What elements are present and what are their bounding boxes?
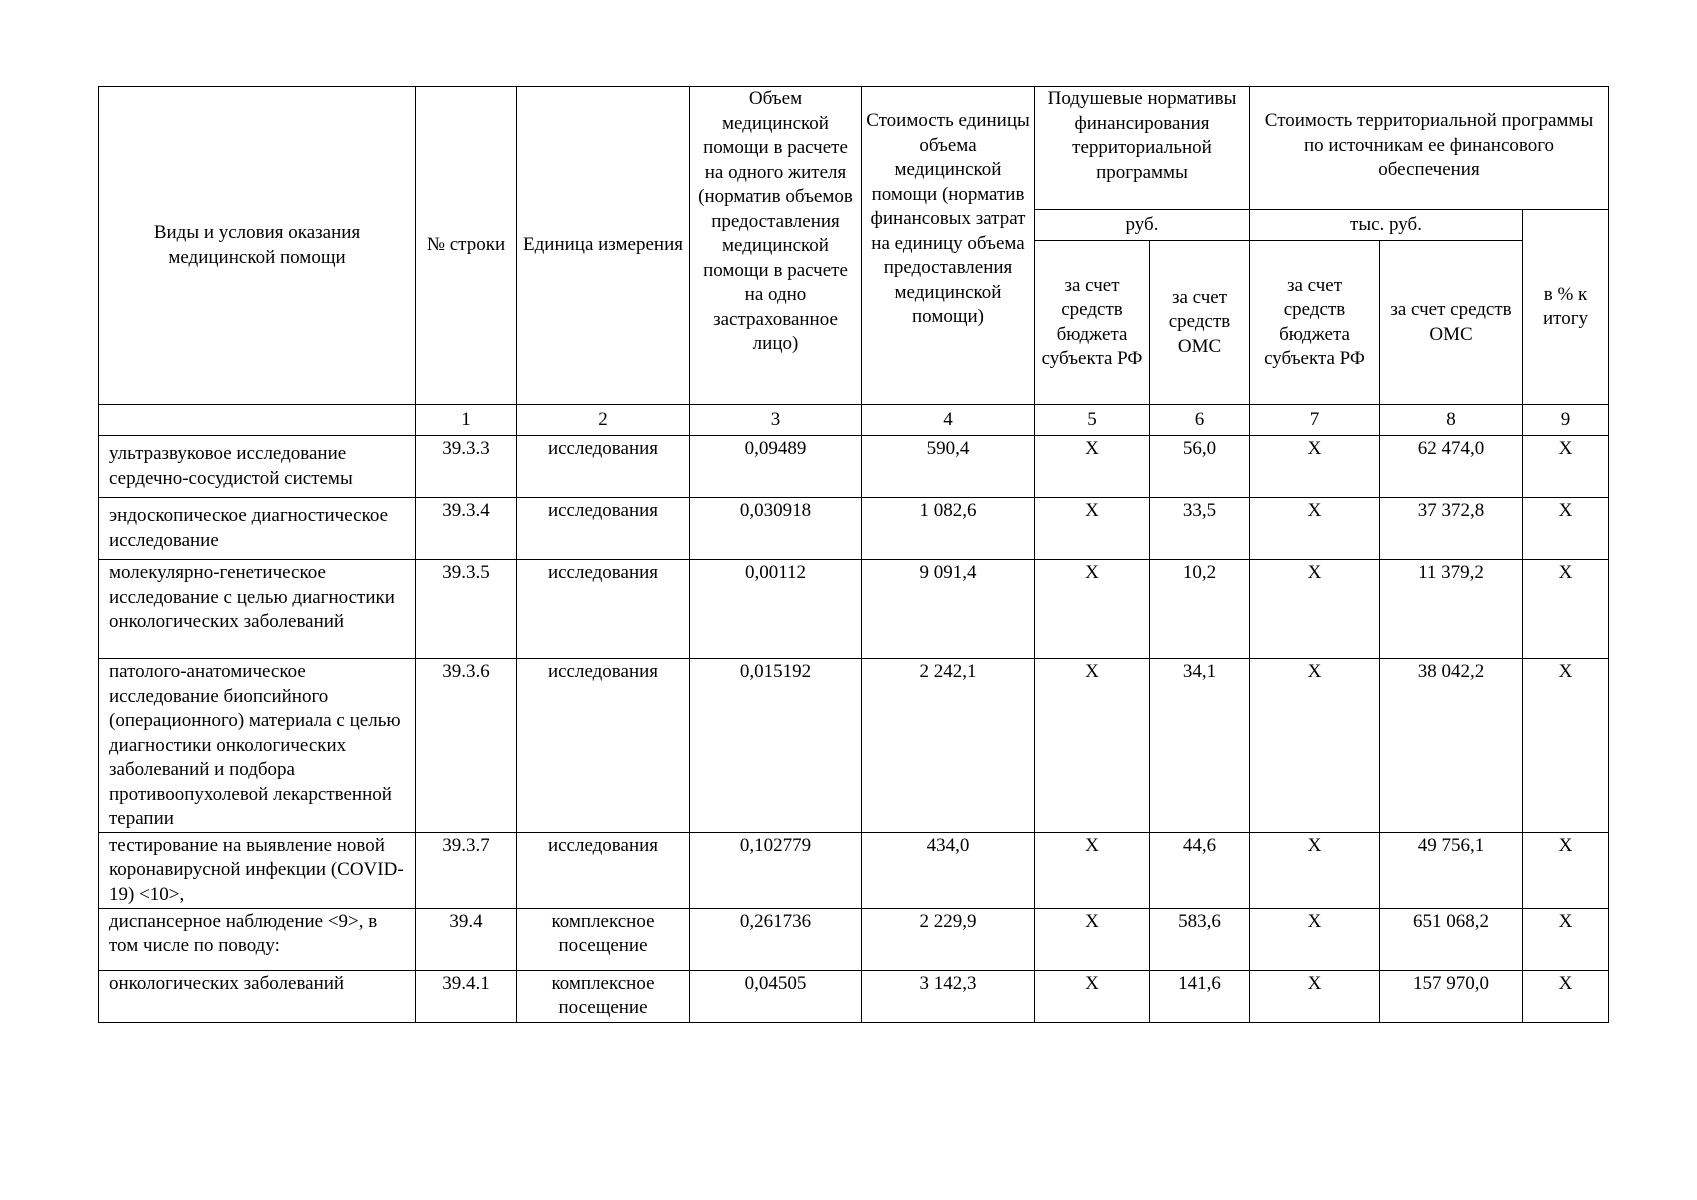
document-page (98, 86, 1608, 1023)
cell-line: 39.3.3 (416, 436, 517, 498)
cell-unit: исследования (517, 436, 690, 498)
cell-c5: Х (1035, 908, 1150, 970)
cell-c9: Х (1523, 908, 1609, 970)
cell-cost: 2 229,9 (862, 908, 1035, 970)
column-number-empty (99, 405, 416, 436)
column-number: 7 (1250, 405, 1380, 436)
header-per-capita: Подушевые нормативы финансирования территориальной программы (1035, 87, 1250, 210)
cell-c6: 583,6 (1150, 908, 1250, 970)
header-volume: Объем медицинской помощи в расчете на одного жителя (норматив объемов предоставления медицинской помощи в расчете на одно застрахованное лицо) (690, 87, 862, 405)
cell-volume: 0,09489 (690, 436, 862, 498)
table-row (99, 659, 1609, 833)
column-number: 4 (862, 405, 1035, 436)
cell-c9: Х (1523, 659, 1609, 833)
cell-c5: Х (1035, 832, 1150, 908)
cell-c7: Х (1250, 970, 1380, 1022)
cell-unit: исследования (517, 498, 690, 560)
cell-line: 39.3.6 (416, 659, 517, 833)
cell-c7: Х (1250, 436, 1380, 498)
cell-line: 39.3.5 (416, 560, 517, 659)
cell-name: молекулярно-генетическое исследование с целью диагностики онкологических заболеваний (99, 560, 416, 659)
cell-unit: комплексное посещение (517, 970, 690, 1022)
header-unit: Единица измерения (517, 87, 690, 405)
cell-c8: 157 970,0 (1380, 970, 1523, 1022)
column-number: 9 (1523, 405, 1609, 436)
cell-c9: Х (1523, 498, 1609, 560)
header-thous-rub: тыс. руб. (1250, 210, 1523, 241)
cell-c7: Х (1250, 498, 1380, 560)
cell-c7: Х (1250, 908, 1380, 970)
cell-c5: Х (1035, 659, 1150, 833)
cell-c5: Х (1035, 560, 1150, 659)
cell-line: 39.3.4 (416, 498, 517, 560)
cell-volume: 0,102779 (690, 832, 862, 908)
header-oms-2: за счет средств ОМС (1380, 241, 1523, 405)
cell-name: патолого-анатомическое исследование биопсийного (операционного) материала с целью диагностики онкологических заболеваний и подбора противоопухолевой лекарственной терапии (99, 659, 416, 833)
header-percent: в % к итогу (1523, 210, 1609, 405)
table-row (99, 832, 1609, 908)
cell-volume: 0,04505 (690, 970, 862, 1022)
header-rub: руб. (1035, 210, 1250, 241)
header-budget-rf-1: за счет средств бюджета субъекта РФ (1035, 241, 1150, 405)
cell-cost: 434,0 (862, 832, 1035, 908)
header-row-no: № строки (416, 87, 517, 405)
cell-line: 39.4.1 (416, 970, 517, 1022)
cell-c6: 33,5 (1150, 498, 1250, 560)
column-number: 8 (1380, 405, 1523, 436)
cell-c6: 34,1 (1150, 659, 1250, 833)
cell-unit: комплексное посещение (517, 908, 690, 970)
cell-c8: 38 042,2 (1380, 659, 1523, 833)
financing-table (98, 86, 1609, 1023)
cell-c7: Х (1250, 659, 1380, 833)
cell-c6: 10,2 (1150, 560, 1250, 659)
column-number-row (99, 405, 1609, 436)
table-row (99, 498, 1609, 560)
cell-name: ультразвуковое исследование сердечно-сосудистой системы (99, 436, 416, 498)
cell-c7: Х (1250, 832, 1380, 908)
cell-c8: 49 756,1 (1380, 832, 1523, 908)
cell-cost: 2 242,1 (862, 659, 1035, 833)
table-row (99, 436, 1609, 498)
table-body (99, 436, 1609, 1023)
cell-c9: Х (1523, 832, 1609, 908)
cell-c5: Х (1035, 498, 1150, 560)
cell-c8: 11 379,2 (1380, 560, 1523, 659)
table-row (99, 560, 1609, 659)
cell-cost: 3 142,3 (862, 970, 1035, 1022)
cell-name: эндоскопическое диагностическое исследование (99, 498, 416, 560)
header-budget-rf-2: за счет средств бюджета субъекта РФ (1250, 241, 1380, 405)
cell-c6: 44,6 (1150, 832, 1250, 908)
table-row (99, 970, 1609, 1022)
cell-cost: 1 082,6 (862, 498, 1035, 560)
cell-c8: 62 474,0 (1380, 436, 1523, 498)
cell-unit: исследования (517, 659, 690, 833)
cell-unit: исследования (517, 560, 690, 659)
header-oms-1: за счет средств ОМС (1150, 241, 1250, 405)
cell-unit: исследования (517, 832, 690, 908)
cell-volume: 0,261736 (690, 908, 862, 970)
cell-cost: 9 091,4 (862, 560, 1035, 659)
cell-name: тестирование на выявление новой коронавирусной инфекции (COVID-19) <10>, (99, 832, 416, 908)
header-program-cost: Стоимость территориальной программы по источникам ее финансового обеспечения (1250, 87, 1609, 210)
cell-c5: Х (1035, 970, 1150, 1022)
column-number: 3 (690, 405, 862, 436)
cell-c9: Х (1523, 436, 1609, 498)
cell-c9: Х (1523, 970, 1609, 1022)
cell-volume: 0,00112 (690, 560, 862, 659)
table-header (99, 87, 1609, 436)
cell-c9: Х (1523, 560, 1609, 659)
cell-c8: 37 372,8 (1380, 498, 1523, 560)
cell-c8: 651 068,2 (1380, 908, 1523, 970)
cell-cost: 590,4 (862, 436, 1035, 498)
cell-c5: Х (1035, 436, 1150, 498)
column-number: 6 (1150, 405, 1250, 436)
cell-line: 39.3.7 (416, 832, 517, 908)
cell-c7: Х (1250, 560, 1380, 659)
column-number: 5 (1035, 405, 1150, 436)
cell-c6: 56,0 (1150, 436, 1250, 498)
header-kind: Виды и условия оказания медицинской помощи (99, 87, 416, 405)
cell-name: онкологических заболеваний (99, 970, 416, 1022)
cell-volume: 0,015192 (690, 659, 862, 833)
cell-volume: 0,030918 (690, 498, 862, 560)
cell-name: диспансерное наблюдение <9>, в том числе по поводу: (99, 908, 416, 970)
column-number: 2 (517, 405, 690, 436)
cell-c6: 141,6 (1150, 970, 1250, 1022)
column-number: 1 (416, 405, 517, 436)
header-cost: Стоимость единицы объема медицинской помощи (норматив финансовых затрат на единицу объема предоставления медицинской помощи) (862, 87, 1035, 405)
table-row (99, 908, 1609, 970)
cell-line: 39.4 (416, 908, 517, 970)
